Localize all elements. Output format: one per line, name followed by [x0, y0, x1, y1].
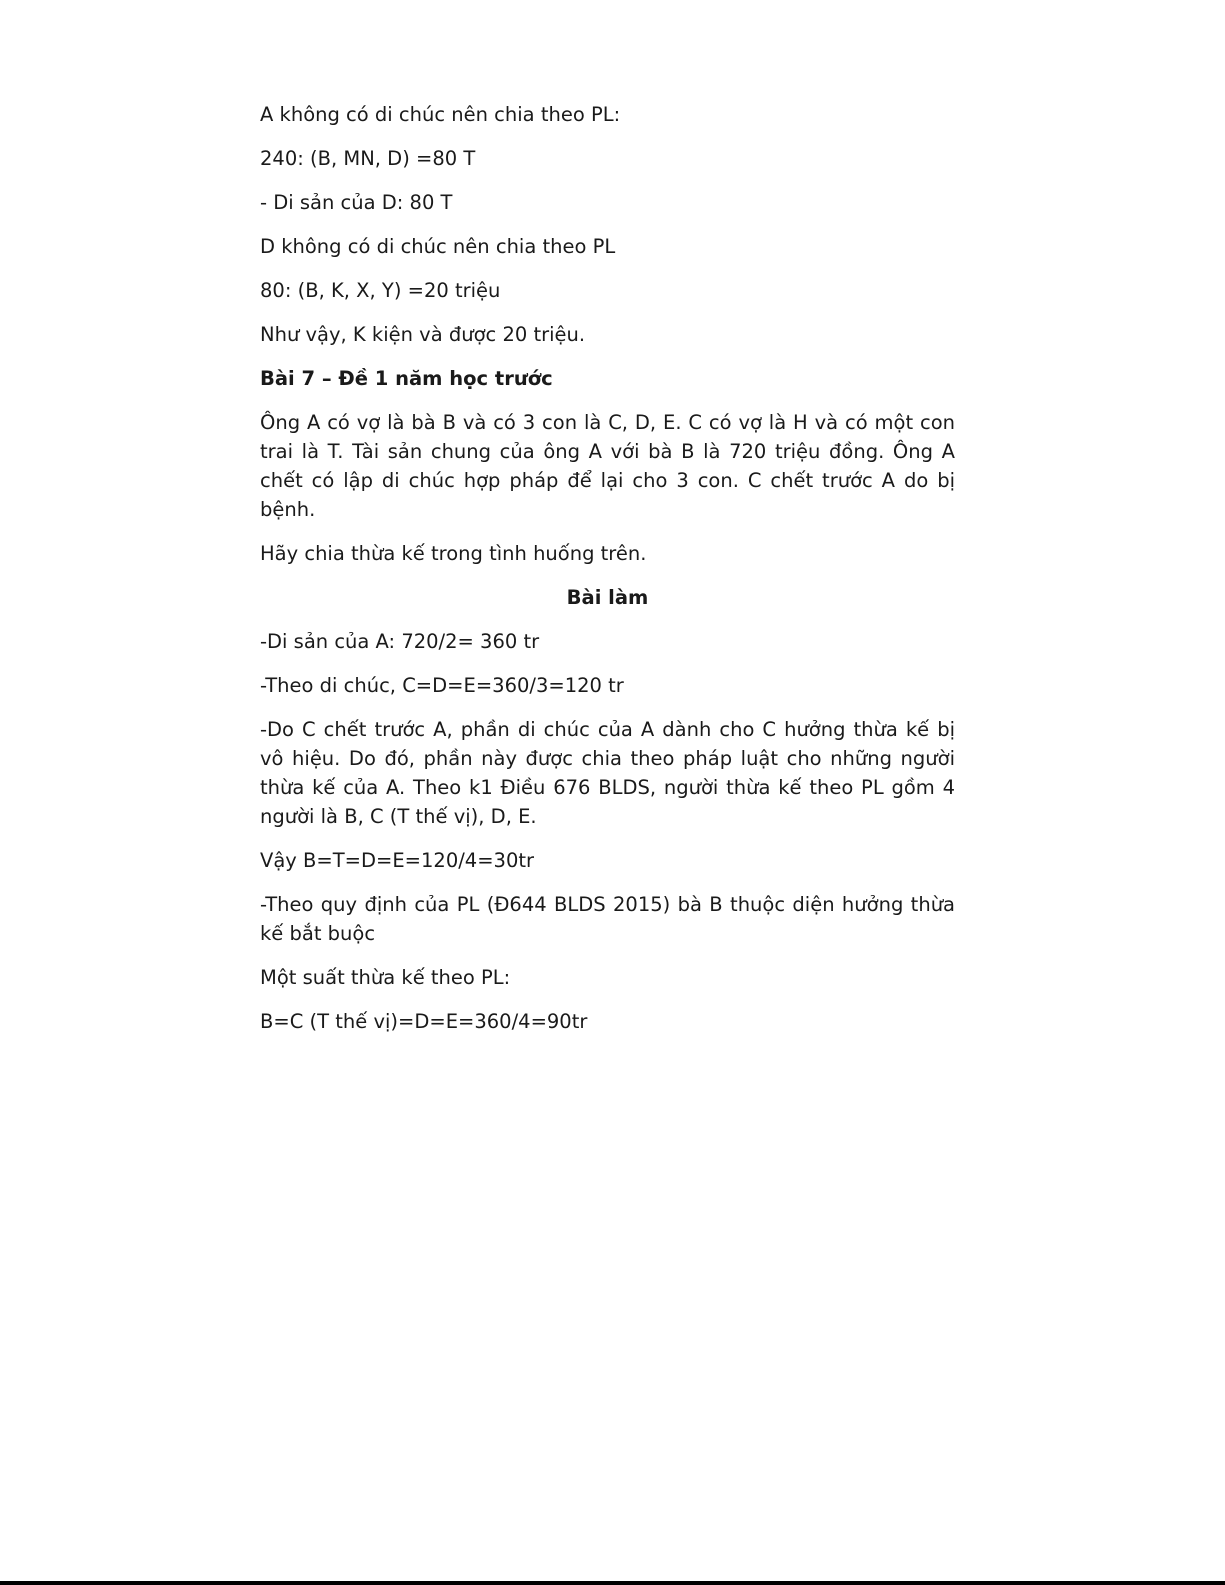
- paragraph-estate-a: -Di sản của A: 720/2= 360 tr: [260, 630, 540, 653]
- paragraph-calc-80: 80: (B, K, X, Y) =20 triệu: [260, 279, 501, 302]
- paragraph-conclusion-k: Như vậy, K kiện và được 20 triệu.: [260, 323, 586, 346]
- document-body: [260, 100, 955, 1051]
- paragraph-estate-d: - Di sản của D: 80 T: [260, 191, 453, 214]
- paragraph-no-will-a: A không có di chúc nên chia theo PL:: [260, 103, 621, 126]
- paragraph-split-90tr: B=C (T thế vị)=D=E=360/4=90tr: [260, 1010, 588, 1033]
- paragraph-will-invalid: -Do C chết trước A, phần di chúc của A dành cho C hưởng thừa kế bị vô hiệu. Do đó, phần này được chia theo pháp luật cho những người thừa kế của A. Theo k1 Điều 676 BLDS, người thừa kế theo PL gồm 4 người là B, C (T thế vị), D, E.: [260, 718, 955, 828]
- paragraph-split-30tr: Vậy B=T=D=E=120/4=30tr: [260, 849, 535, 872]
- subheading-bai-lam: Bài làm: [566, 586, 649, 609]
- page-bottom-border: [0, 1581, 1225, 1585]
- paragraph-no-will-d: D không có di chúc nên chia theo PL: [260, 235, 616, 258]
- paragraph-by-will: -Theo di chúc, C=D=E=360/3=120 tr: [260, 674, 624, 697]
- section-heading-bai-7: Bài 7 – Đề 1 năm học trước: [260, 367, 553, 390]
- paragraph-mandatory-heir: -Theo quy định của PL (Đ644 BLDS 2015) bà B thuộc diện hưởng thừa kế bắt buộc: [260, 893, 955, 945]
- paragraph-problem-statement: Ông A có vợ là bà B và có 3 con là C, D, E. C có vợ là H và có một con trai là T. Tài sản chung của ông A với bà B là 720 triệu đồng. Ông A chết có lập di chúc hợp pháp để lại cho 3 con. C chết trước A do bị bệnh.: [260, 411, 955, 521]
- paragraph-task: Hãy chia thừa kế trong tình huống trên.: [260, 542, 647, 565]
- paragraph-one-share: Một suất thừa kế theo PL:: [260, 966, 511, 989]
- paragraph-calc-240: 240: (B, MN, D) =80 T: [260, 147, 476, 170]
